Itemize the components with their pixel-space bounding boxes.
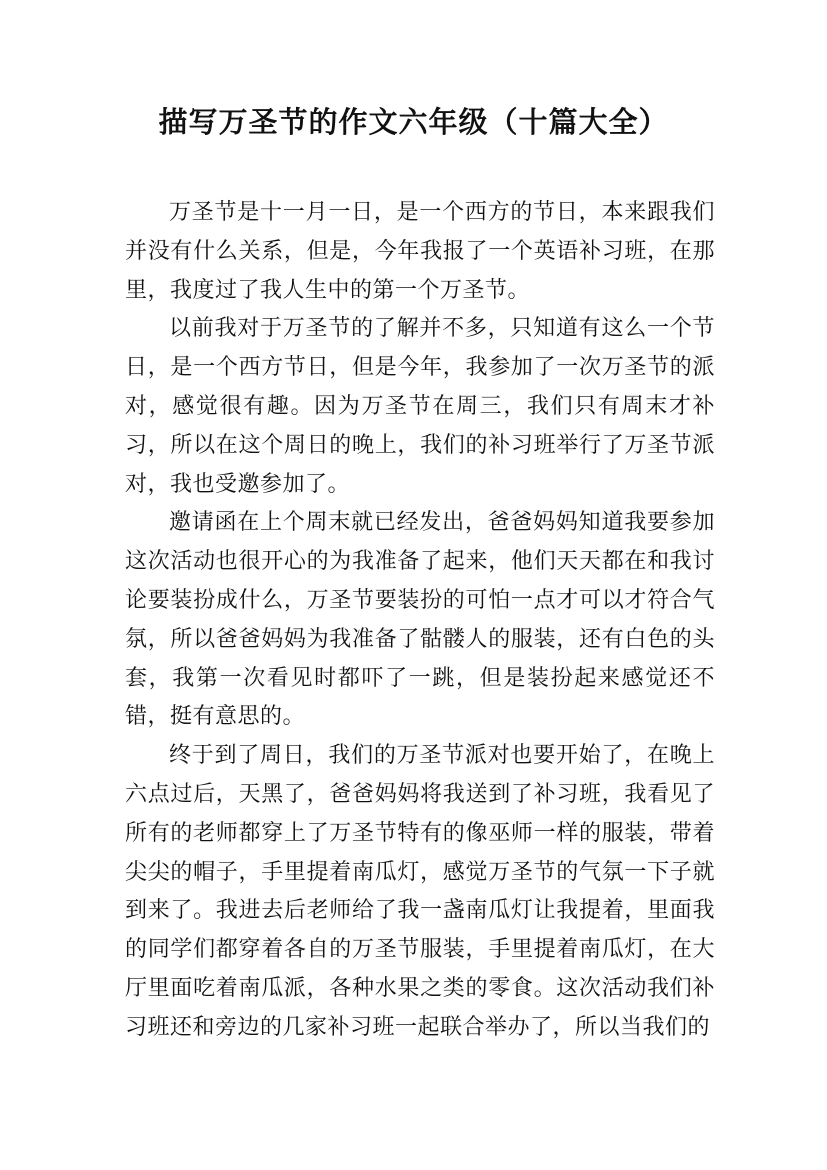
paragraph: 以前我对于万圣节的了解并不多，只知道有这么一个节日，是一个西方节日，但是今年，我参加了一次万圣节的派对，感觉很有趣。因为万圣节在周三，我们只有周末才补习，所以在这个周日的晚上，我们的补习班举行了万圣节派对，我也受邀参加了。 [125, 316, 715, 497]
document-title: 描写万圣节的作文六年级（十篇大全） [158, 105, 669, 139]
paragraph: 终于到了周日，我们的万圣节派对也要开始了，在晚上六点过后，天黑了，爸爸妈妈将我送到了补习班，我看见了所有的老师都穿上了万圣节特有的像巫师一样的服装，带着尖尖的帽子，手里提着南瓜灯，感觉万圣节的气氛一下子就到来了。我进去后老师给了我一盏南瓜灯让我提着，里面我的同学们都穿着各自的万圣节服装，手里提着南瓜灯，在大厅里面吃着南瓜派，各种水果之类的零食。这次活动我们补习班还和旁边的几家补习班一起联合举办了，所以当我们的 [125, 743, 715, 1040]
paragraph: 万圣节是十一月一日，是一个西方的节日，本来跟我们并没有什么关系，但是，今年我报了一个英语补习班，在那里，我度过了我人生中的第一个万圣节。 [125, 200, 715, 303]
paragraph: 邀请函在上个周末就已经发出，爸爸妈妈知道我要参加这次活动也很开心的为我准备了起来，他们天天都在和我讨论要装扮成什么，万圣节要装扮的可怕一点才可以才符合气氛，所以爸爸妈妈为我准备了骷髅人的服装，还有白色的头套，我第一次看见时都吓了一跳，但是装扮起来感觉还不错，挺有意思的。 [125, 510, 715, 730]
document-body [125, 194, 715, 1048]
